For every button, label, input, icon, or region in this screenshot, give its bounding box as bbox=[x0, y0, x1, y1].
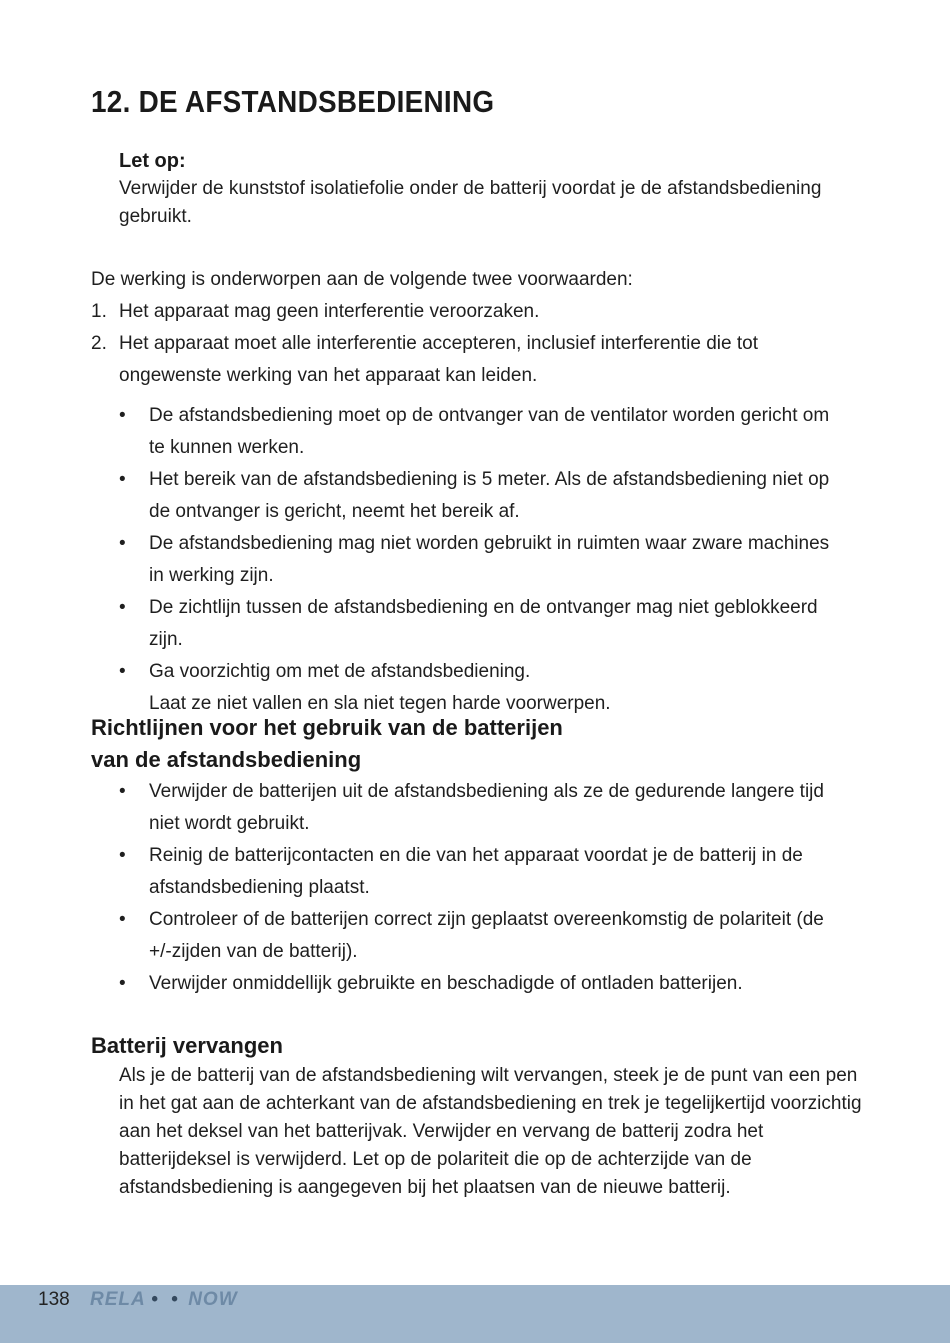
list-item bbox=[119, 968, 849, 1000]
list-item-text: Verwijder de batterijen uit de afstandsbediening als ze de gedurende langere tijd niet wordt gebruikt. bbox=[149, 781, 824, 834]
list-item-text: Het bereik van de afstandsbediening is 5 meter. Als de afstandsbediening niet op de ontvanger is gericht, neemt het bereik af. bbox=[149, 469, 830, 522]
list-item-text: Verwijder onmiddellijk gebruikte en beschadigde of ontladen batterijen. bbox=[149, 973, 743, 994]
list-item bbox=[119, 592, 849, 656]
list-item bbox=[119, 464, 849, 528]
bullet-icon: • bbox=[119, 405, 126, 426]
bullet-icon: • bbox=[119, 597, 126, 618]
brand-logo-text: NOW bbox=[188, 1289, 238, 1310]
usage-bullets bbox=[119, 400, 849, 720]
page-title: 12. DE AFSTANDSBEDIENING bbox=[91, 84, 495, 119]
battery-replace-section bbox=[91, 1030, 861, 1202]
heading-line: Richtlijnen voor het gebruik van de batterijen bbox=[91, 715, 563, 740]
list-item-text: De zichtlijn tussen de afstandsbediening en de ontvanger mag niet geblokkeerd zijn. bbox=[149, 597, 818, 650]
list-item bbox=[119, 904, 849, 968]
note-block bbox=[119, 147, 839, 231]
list-item bbox=[119, 776, 849, 840]
heading-line: van de afstandsbediening bbox=[91, 747, 362, 772]
list-number: 2. bbox=[91, 333, 107, 354]
paragraph: Als je de batterij van de afstandsbediening wilt vervangen, steek je de punt van een pen in het gat aan de achterkant van de afstandsbediening en trek je tegelijkertijd voorzichtig aan het deksel van het batterijvak. Verwijder en vervang de batterij zodra het batterijdeksel is verwijderd. Let op de polariteit die op de achterzijde van de afstandsbediening is aangegeven bij het plaatsen van de nieuwe batterij. bbox=[119, 1065, 862, 1198]
list-item bbox=[91, 328, 861, 392]
list-item bbox=[119, 656, 849, 720]
list-item bbox=[119, 528, 849, 592]
bullet-icon: • bbox=[119, 661, 126, 682]
list-item-text: Reinig de batterijcontacten en die van het apparaat voordat je de batterij in de afstandsbediening plaatst. bbox=[149, 845, 803, 898]
list-item bbox=[91, 296, 861, 328]
bullet-icon: • bbox=[119, 845, 126, 866]
brand-logo-text: RELA bbox=[90, 1289, 146, 1310]
page-number: 138 bbox=[38, 1289, 70, 1310]
list-item-text: Controleer of de batterijen correct zijn geplaatst overeenkomstig de polariteit (de +/-zijden van de batterij). bbox=[149, 909, 824, 962]
list-number: 1. bbox=[91, 301, 107, 322]
section-heading bbox=[91, 712, 861, 776]
list-item bbox=[119, 400, 849, 464]
list-item-text: Ga voorzichtig om met de afstandsbediening. bbox=[149, 661, 531, 682]
bullet-icon: • bbox=[119, 469, 126, 490]
list-item bbox=[119, 840, 849, 904]
list-item-text: Het apparaat mag geen interferentie veroorzaken. bbox=[119, 301, 540, 322]
list-item-text: De afstandsbediening mag niet worden gebruikt in ruimten waar zware machines in werking zijn. bbox=[149, 533, 830, 586]
bullet-icon: • bbox=[119, 909, 126, 930]
section-heading: Batterij vervangen bbox=[91, 1033, 283, 1058]
conditions-list bbox=[91, 296, 861, 392]
conditions-intro: De werking is onderworpen aan de volgende twee voorwaarden: bbox=[91, 269, 633, 290]
list-item-text-continued: Laat ze niet vallen en sla niet tegen harde voorwerpen. bbox=[149, 693, 611, 714]
list-item-text: Het apparaat moet alle interferentie accepteren, inclusief interferentie die tot ongewenste werking van het apparaat kan leiden. bbox=[119, 333, 758, 386]
bullet-icon: • bbox=[119, 533, 126, 554]
brand-logo-dots: • • bbox=[151, 1289, 182, 1310]
brand-logo bbox=[90, 1289, 238, 1311]
battery-guidelines-section bbox=[91, 712, 861, 1000]
note-text: Verwijder de kunststof isolatiefolie onder de batterij voordat je de afstandsbediening gebruikt. bbox=[119, 178, 822, 227]
bullet-icon: • bbox=[119, 781, 126, 802]
note-label: Let op: bbox=[119, 150, 186, 172]
list-item-text: De afstandsbediening moet op de ontvanger van de ventilator worden gericht om te kunnen werken. bbox=[149, 405, 830, 458]
conditions-block bbox=[91, 264, 861, 392]
bullet-icon: • bbox=[119, 973, 126, 994]
